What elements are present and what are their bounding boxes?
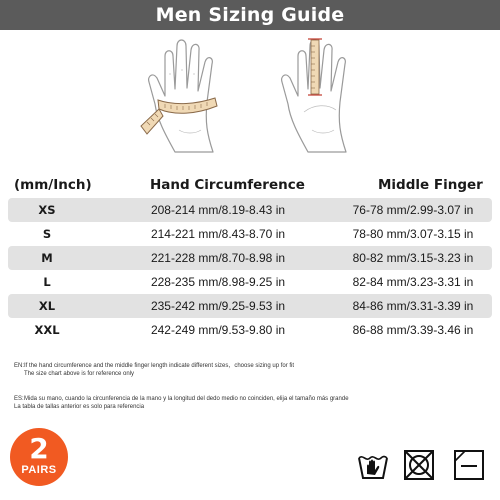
- hand-circumference-value: 228-235 mm/8.98-9.25 in: [150, 275, 286, 289]
- size-label: L: [43, 275, 51, 289]
- title-bar: [0, 0, 500, 30]
- table-row: [8, 318, 492, 342]
- hand-circumference-value: 214-221 mm/8.43-8.70 in: [150, 227, 286, 241]
- middle-finger-value: 78-80 mm/3.07-3.15 in: [352, 227, 474, 241]
- hand-circumference-illustration: [135, 34, 245, 164]
- size-label: XXL: [34, 323, 60, 337]
- note-english: [14, 362, 494, 378]
- page-title: Men Sizing Guide: [155, 4, 345, 26]
- hand-circumference-header: Hand Circumference: [150, 177, 305, 193]
- table-row: [8, 222, 492, 246]
- do-not-tumble-dry-icon: [402, 448, 436, 482]
- table-row: [8, 294, 492, 318]
- note-line: Mida su mano, cuando la circunferencia de la mano y la longitud del dedo medio no coinciden, elija el tamaño más grande: [24, 396, 349, 402]
- pairs-label: PAIRS: [21, 464, 57, 476]
- table-header: [0, 172, 500, 198]
- middle-finger-illustration: [268, 34, 378, 164]
- size-label: M: [41, 251, 53, 265]
- hand-circumference-value: 208-214 mm/8.19-8.43 in: [150, 203, 286, 217]
- table-row: [8, 246, 492, 270]
- note-line: The size chart above is for reference only: [24, 371, 135, 377]
- table-row: [8, 270, 492, 294]
- table-row: [8, 198, 492, 222]
- hand-circumference-value: 235-242 mm/9.25-9.53 in: [150, 299, 286, 313]
- hand-circumference-value: 242-249 mm/9.53-9.80 in: [150, 323, 286, 337]
- middle-finger-value: 82-84 mm/3.23-3.31 in: [352, 275, 474, 289]
- middle-finger-value: 86-88 mm/3.39-3.46 in: [352, 323, 474, 337]
- hand-wash-icon: [356, 448, 390, 482]
- pairs-count: 2: [29, 432, 49, 465]
- middle-finger-value: 84-86 mm/3.31-3.39 in: [352, 299, 474, 313]
- note-line: If the hand circumference and the middle finger length indicate different sizes，choose sizing up for fit: [24, 363, 295, 369]
- dry-flat-in-shade-icon: [452, 448, 486, 482]
- note-language-label: ES:: [14, 396, 24, 402]
- hand-circumference-value: 221-228 mm/8.70-8.98 in: [150, 251, 286, 265]
- note-language-label: EN:: [14, 363, 25, 369]
- size-label: S: [42, 227, 52, 241]
- note-line: La tabla de tallas anterior es solo para referencia: [14, 404, 145, 410]
- middle-finger-header: Middle Finger: [378, 177, 483, 193]
- size-label: XL: [38, 299, 56, 313]
- middle-finger-value: 80-82 mm/3.15-3.23 in: [352, 251, 474, 265]
- size-label: XS: [38, 203, 56, 217]
- middle-finger-value: 76-78 mm/2.99-3.07 in: [352, 203, 474, 217]
- unit-header: (mm/Inch): [14, 177, 92, 193]
- size-table: [8, 198, 492, 342]
- pairs-badge: [10, 428, 68, 486]
- note-spanish: [14, 395, 494, 411]
